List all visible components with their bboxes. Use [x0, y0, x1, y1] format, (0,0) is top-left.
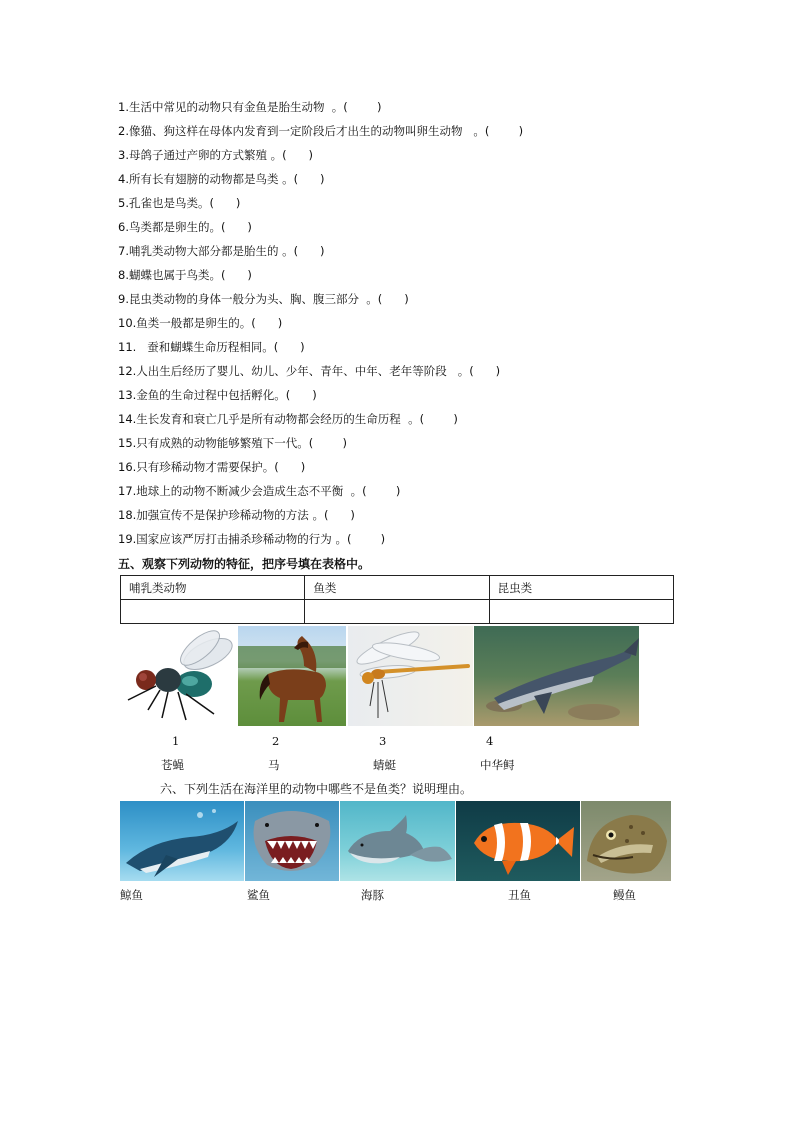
question-1: 1.生活中常见的动物只有金鱼是胎生动物 。( ): [118, 100, 382, 114]
question-7: 7.哺乳类动物大部分都是胎生的 。( ): [118, 244, 325, 258]
animal-name: 蜻蜓: [373, 758, 396, 772]
clownfish-image: [456, 801, 580, 881]
section-5-title: 五、观察下列动物的特征，把序号填在表格中。: [118, 557, 371, 571]
animal-number: 4: [486, 734, 494, 748]
question-18: 18.加强宣传不是保护珍稀动物的方法 。( ): [118, 508, 355, 522]
horse-image: [238, 626, 346, 726]
question-5: 5.孔雀也是鸟类。( ): [118, 196, 241, 210]
sea-animal-name: 鳗鱼: [613, 888, 636, 902]
dolphin-image: [340, 801, 455, 881]
question-9: 9.昆虫类动物的身体一般分为头、胸、腹三部分 。( ): [118, 292, 409, 306]
animal-number: 1: [172, 734, 180, 748]
table-header-insect: 昆虫类: [489, 576, 673, 600]
eel-image: [581, 801, 671, 881]
question-8: 8.蝴蝶也属于鸟类。( ): [118, 268, 252, 282]
question-4: 4.所有长有翅膀的动物都是鸟类 。( ): [118, 172, 325, 186]
table-cell-insect-answer[interactable]: [489, 600, 673, 624]
animal-name: 马: [268, 758, 280, 772]
question-2: 2.像猫、狗这样在母体内发育到一定阶段后才出生的动物叫卵生动物 。( ): [118, 124, 524, 138]
animal-name: 苍蝇: [161, 758, 184, 772]
question-15: 15.只有成熟的动物能够繁殖下一代。( ): [118, 436, 348, 450]
question-12: 12.人出生后经历了婴儿、幼儿、少年、青年、中年、老年等阶段 。( ): [118, 364, 501, 378]
table-header-fish: 鱼类: [305, 576, 489, 600]
sturgeon-image: [474, 626, 639, 726]
animal-number: 2: [272, 734, 280, 748]
table-cell-fish-answer[interactable]: [305, 600, 489, 624]
classification-table: [120, 575, 674, 624]
sea-animal-name: 丑鱼: [508, 888, 531, 902]
dragonfly-image: [348, 626, 473, 726]
question-10: 10.鱼类一般都是卵生的。( ): [118, 316, 283, 330]
animal-number: 3: [379, 734, 387, 748]
table-header-mammal: 哺乳类动物: [121, 576, 305, 600]
sea-animal-name: 鲸鱼: [120, 888, 143, 902]
sea-animal-name: 海豚: [361, 888, 384, 902]
section-6-title: 六、下列生活在海洋里的动物中哪些不是鱼类？说明理由。: [160, 782, 473, 796]
question-11: 11. 蚕和蝴蝶生命历程相同。( ): [118, 340, 305, 354]
whale-image: [120, 801, 244, 881]
question-6: 6.鸟类都是卵生的。( ): [118, 220, 252, 234]
question-16: 16.只有珍稀动物才需要保护。( ): [118, 460, 306, 474]
sea-animal-name: 鲨鱼: [247, 888, 270, 902]
animal-name: 中华鲟: [480, 758, 515, 772]
question-13: 13.金鱼的生命过程中包括孵化。( ): [118, 388, 317, 402]
table-cell-mammal-answer[interactable]: [121, 600, 305, 624]
question-14: 14.生长发育和衰亡几乎是所有动物都会经历的生命历程 。( ): [118, 412, 458, 426]
shark-image: [245, 801, 339, 881]
fly-image: [120, 626, 236, 726]
question-3: 3.母鸽子通过产卵的方式繁殖 。( ): [118, 148, 314, 162]
question-19: 19.国家应该严厉打击捕杀珍稀动物的行为 。( ): [118, 532, 386, 546]
question-17: 17.地球上的动物不断减少会造成生态不平衡 。( ): [118, 484, 401, 498]
